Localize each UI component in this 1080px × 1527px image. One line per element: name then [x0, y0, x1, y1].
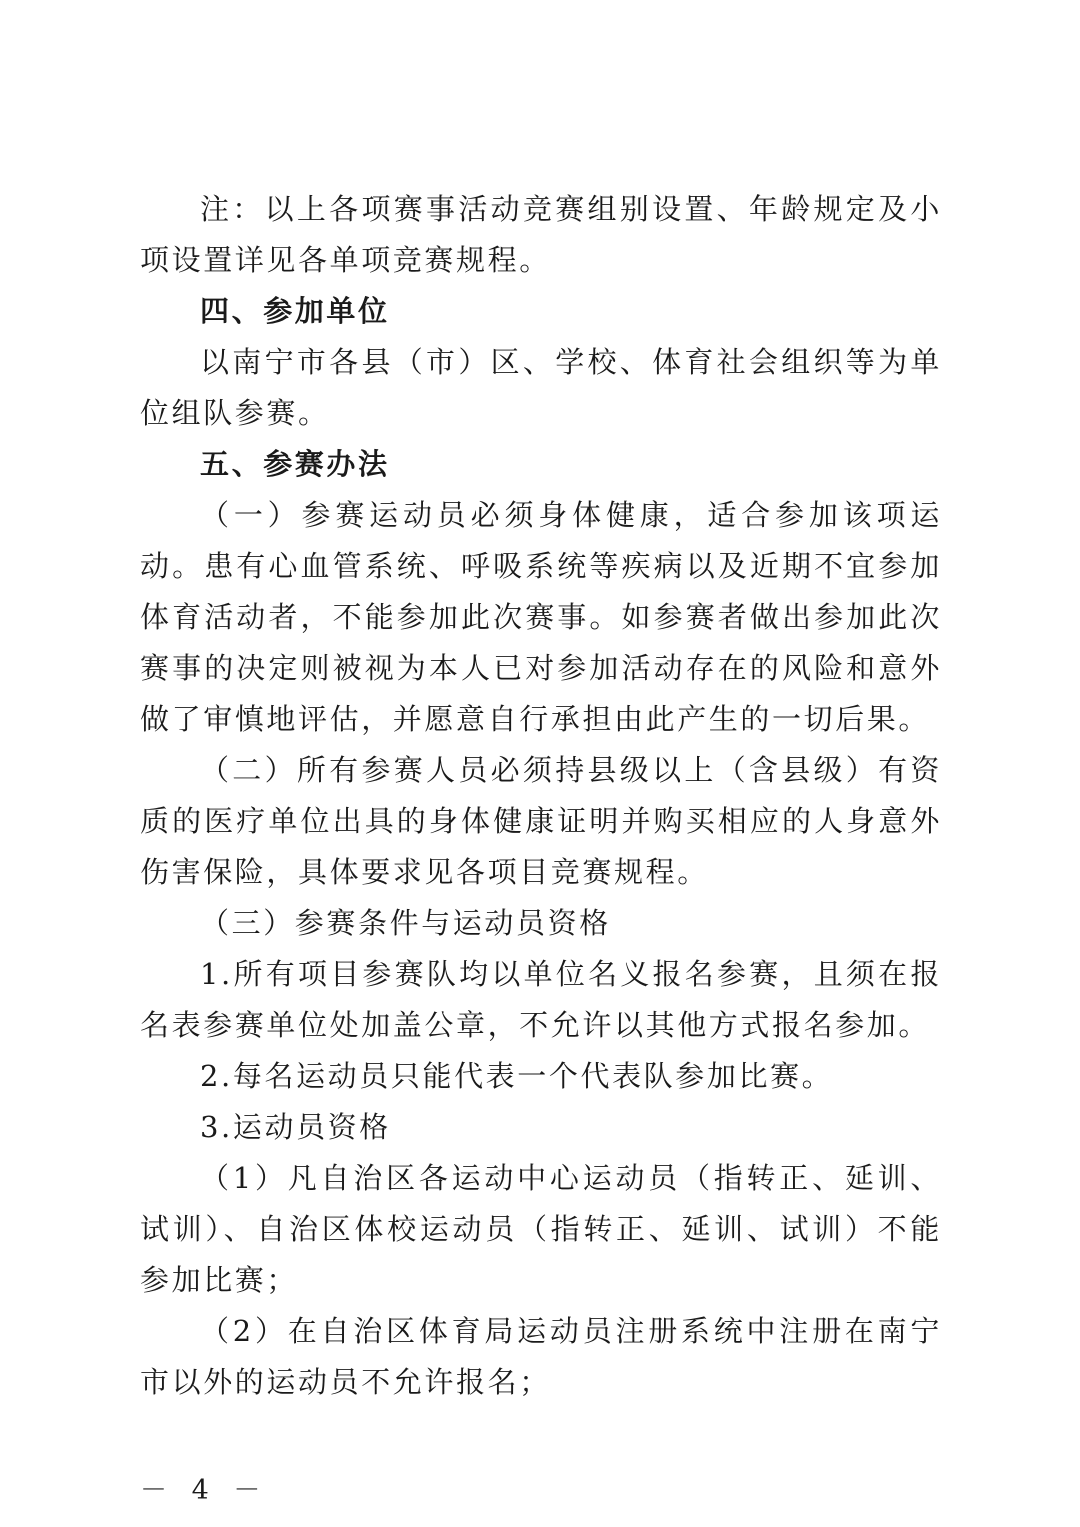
participating-units-paragraph: 以南宁市各县（市）区、学校、体育社会组织等为单位组队参赛。 [140, 345, 942, 430]
section-heading-participating-units: 四、参加单位 [200, 294, 390, 328]
eligibility-item-1: 1.所有项目参赛队均以单位名义报名参赛，且须在报名表参赛单位处加盖公章，不允许以其他方式报名参加。 [140, 957, 942, 1042]
eligibility-item-3: 3.运动员资格 [200, 1110, 391, 1144]
eligibility-subitem-2: （2）在自治区体育局运动员注册系统中注册在南宁市以外的运动员不允许报名； [140, 1314, 942, 1399]
document-body [140, 184, 942, 1408]
insurance-requirement-paragraph: （二）所有参赛人员必须持县级以上（含县级）有资质的医疗单位出具的身体健康证明并购买相应的人身意外伤害保险，具体要求见各项目竞赛规程。 [140, 753, 942, 889]
page-number: － 4 － [140, 1475, 269, 1506]
eligibility-subitem-1: （1）凡自治区各运动中心运动员（指转正、延训、试训）、自治区体校运动员（指转正、延训、试训）不能参加比赛； [140, 1161, 942, 1297]
eligibility-item-2: 2.每名运动员只能代表一个代表队参加比赛。 [200, 1059, 834, 1093]
health-requirement-paragraph: （一）参赛运动员必须身体健康，适合参加该项运动。患有心血管系统、呼吸系统等疾病以及近期不宜参加体育活动者，不能参加此次赛事。如参赛者做出参加此次赛事的决定则被视为本人已对参加活动存在的风险和意外做了审慎地评估，并愿意自行承担由此产生的一切后果。 [140, 498, 942, 736]
section-heading-entry-methods: 五、参赛办法 [200, 447, 390, 481]
note-paragraph: 注：以上各项赛事活动竞赛组别设置、年龄规定及小项设置详见各单项竞赛规程。 [140, 192, 942, 277]
eligibility-subheading: （三）参赛条件与运动员资格 [200, 906, 611, 940]
